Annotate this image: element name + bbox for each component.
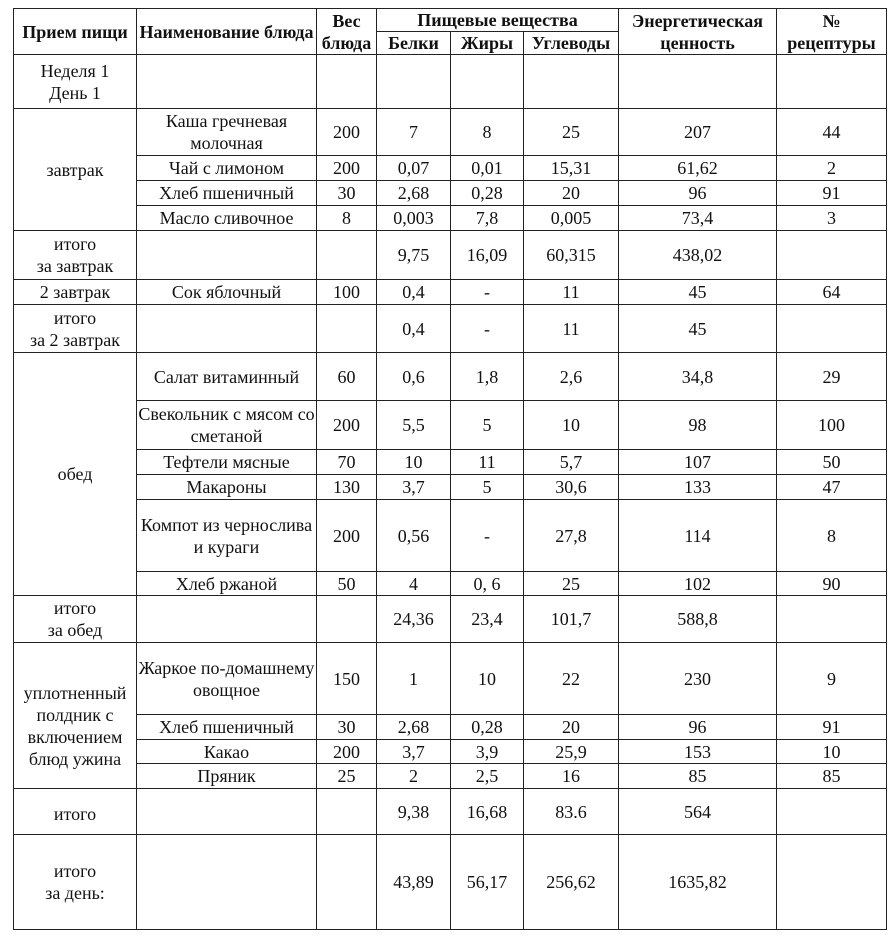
dish-name: Компот из чернослива и кураги [137, 500, 317, 572]
total-proteins: 0,4 [377, 305, 451, 353]
day-total-proteins: 43,89 [377, 835, 451, 930]
dish-name: Пряник [137, 764, 317, 789]
dish-recipe: 47 [777, 475, 887, 500]
dish-fats: 0,28 [451, 181, 524, 206]
header-carbs: Углеводы [524, 32, 619, 55]
day-total-carbs: 256,62 [524, 835, 619, 930]
dish-proteins: 4 [377, 572, 451, 596]
table-row [14, 764, 887, 789]
total-energy: 564 [619, 789, 777, 835]
dish-energy: 45 [619, 280, 777, 305]
dish-carbs: 15,31 [524, 156, 619, 181]
total-carbs: 83.6 [524, 789, 619, 835]
dish-proteins: 2,68 [377, 715, 451, 740]
dish-fats: 0, 6 [451, 572, 524, 596]
dish-name: Сок яблочный [137, 280, 317, 305]
dish-recipe: 3 [777, 206, 887, 231]
header-dish: Наименование блюда [137, 9, 317, 55]
header-weight: Вес блюда [317, 9, 377, 55]
day-total-fats: 56,17 [451, 835, 524, 930]
total-proteins: 24,36 [377, 596, 451, 643]
total-row-snack [14, 789, 887, 835]
dish-carbs: 16 [524, 764, 619, 789]
dish-name: Салат витаминный [137, 353, 317, 401]
dish-recipe: 29 [777, 353, 887, 401]
dish-name: Масло сливочное [137, 206, 317, 231]
total-proteins: 9,75 [377, 231, 451, 280]
dish-proteins: 0,07 [377, 156, 451, 181]
dish-fats: 7,8 [451, 206, 524, 231]
week-day-cell [14, 55, 137, 109]
table-row [14, 353, 887, 401]
dish-fats: - [451, 500, 524, 572]
dish-energy: 133 [619, 475, 777, 500]
dish-weight: 150 [317, 643, 377, 715]
week-day-row [14, 55, 887, 109]
dish-fats: 11 [451, 450, 524, 475]
table-row [14, 181, 887, 206]
dish-proteins: 3,7 [377, 475, 451, 500]
dish-carbs: 11 [524, 280, 619, 305]
dish-proteins: 3,7 [377, 740, 451, 764]
dish-weight: 200 [317, 500, 377, 572]
table-row [14, 740, 887, 764]
table-row [14, 280, 887, 305]
dish-fats: 10 [451, 643, 524, 715]
dish-energy: 85 [619, 764, 777, 789]
table-row [14, 109, 887, 156]
dish-energy: 73,4 [619, 206, 777, 231]
meal-label-lunch: обед [14, 353, 137, 596]
dish-recipe: 9 [777, 643, 887, 715]
dish-energy: 61,62 [619, 156, 777, 181]
total-label: итого за завтрак [14, 231, 137, 280]
dish-proteins: 0,56 [377, 500, 451, 572]
dish-recipe: 90 [777, 572, 887, 596]
total-label: итого [14, 789, 137, 835]
dish-carbs: 25 [524, 109, 619, 156]
dish-recipe: 64 [777, 280, 887, 305]
total-proteins: 9,38 [377, 789, 451, 835]
table-row [14, 450, 887, 475]
table-row [14, 475, 887, 500]
dish-recipe: 50 [777, 450, 887, 475]
meal-label-snack: уплотненный полдник с включением блюд ужина [14, 643, 137, 789]
day-label: День 1 [49, 82, 101, 103]
total-fats: - [451, 305, 524, 353]
dish-weight: 25 [317, 764, 377, 789]
table-row [14, 572, 887, 596]
dish-name: Какао [137, 740, 317, 764]
dish-recipe: 85 [777, 764, 887, 789]
header-recipe: № рецептуры [777, 9, 887, 55]
dish-fats: 2,5 [451, 764, 524, 789]
dish-name: Тефтели мясные [137, 450, 317, 475]
dish-recipe: 100 [777, 401, 887, 450]
dish-recipe: 91 [777, 181, 887, 206]
dish-fats: 0,01 [451, 156, 524, 181]
dish-name: Свекольник с мясом со сметаной [137, 401, 317, 450]
meal-label-breakfast: завтрак [14, 109, 137, 231]
dish-energy: 102 [619, 572, 777, 596]
dish-proteins: 10 [377, 450, 451, 475]
dish-energy: 107 [619, 450, 777, 475]
header-energy: Энергетическая ценность [619, 9, 777, 55]
total-carbs: 60,315 [524, 231, 619, 280]
dish-fats: 0,28 [451, 715, 524, 740]
dish-proteins: 7 [377, 109, 451, 156]
dish-name: Макароны [137, 475, 317, 500]
dish-fats: 5 [451, 475, 524, 500]
dish-carbs: 5,7 [524, 450, 619, 475]
day-total-label: итого за день: [14, 835, 137, 930]
header-meal: Прием пищи [14, 9, 137, 55]
total-fats: 23,4 [451, 596, 524, 643]
dish-name: Чай с лимоном [137, 156, 317, 181]
dish-proteins: 2,68 [377, 181, 451, 206]
dish-energy: 34,8 [619, 353, 777, 401]
dish-carbs: 10 [524, 401, 619, 450]
week-label: Неделя 1 [40, 60, 110, 81]
dish-name: Хлеб ржаной [137, 572, 317, 596]
total-carbs: 11 [524, 305, 619, 353]
dish-fats: 1,8 [451, 353, 524, 401]
dish-fats: 8 [451, 109, 524, 156]
dish-weight: 200 [317, 401, 377, 450]
dish-energy: 114 [619, 500, 777, 572]
dish-fats: 3,9 [451, 740, 524, 764]
header-nutrients: Пищевые вещества [377, 9, 619, 32]
total-energy: 588,8 [619, 596, 777, 643]
dish-carbs: 25,9 [524, 740, 619, 764]
total-label: итого за обед [14, 596, 137, 643]
menu-table [13, 8, 887, 930]
total-row-lunch [14, 596, 887, 643]
dish-energy: 230 [619, 643, 777, 715]
dish-recipe: 2 [777, 156, 887, 181]
dish-energy: 153 [619, 740, 777, 764]
dish-carbs: 30,6 [524, 475, 619, 500]
dish-weight: 30 [317, 181, 377, 206]
dish-name: Жаркое по-домашнему овощное [137, 643, 317, 715]
dish-fats: - [451, 280, 524, 305]
dish-energy: 98 [619, 401, 777, 450]
dish-weight: 70 [317, 450, 377, 475]
dish-weight: 130 [317, 475, 377, 500]
dish-recipe: 44 [777, 109, 887, 156]
meal-label-second-breakfast: 2 завтрак [14, 280, 137, 305]
dish-proteins: 0,4 [377, 280, 451, 305]
dish-fats: 5 [451, 401, 524, 450]
dish-weight: 200 [317, 156, 377, 181]
total-row-breakfast [14, 231, 887, 280]
day-total-energy: 1635,82 [619, 835, 777, 930]
dish-carbs: 27,8 [524, 500, 619, 572]
dish-recipe: 8 [777, 500, 887, 572]
total-row-day [14, 835, 887, 930]
dish-name: Каша гречневая молочная [137, 109, 317, 156]
dish-carbs: 2,6 [524, 353, 619, 401]
dish-weight: 200 [317, 109, 377, 156]
dish-weight: 60 [317, 353, 377, 401]
total-label: итого за 2 завтрак [14, 305, 137, 353]
dish-recipe: 91 [777, 715, 887, 740]
dish-name: Хлеб пшеничный [137, 181, 317, 206]
table-row [14, 715, 887, 740]
dish-carbs: 25 [524, 572, 619, 596]
dish-weight: 200 [317, 740, 377, 764]
header-proteins: Белки [377, 32, 451, 55]
dish-carbs: 20 [524, 715, 619, 740]
total-row-second-breakfast [14, 305, 887, 353]
dish-carbs: 22 [524, 643, 619, 715]
dish-proteins: 0,003 [377, 206, 451, 231]
dish-weight: 8 [317, 206, 377, 231]
dish-name: Хлеб пшеничный [137, 715, 317, 740]
dish-recipe: 10 [777, 740, 887, 764]
dish-weight: 50 [317, 572, 377, 596]
table-row [14, 500, 887, 572]
dish-energy: 207 [619, 109, 777, 156]
total-fats: 16,09 [451, 231, 524, 280]
table-row [14, 401, 887, 450]
dish-energy: 96 [619, 715, 777, 740]
dish-energy: 96 [619, 181, 777, 206]
header-row [14, 9, 887, 32]
dish-proteins: 0,6 [377, 353, 451, 401]
dish-proteins: 5,5 [377, 401, 451, 450]
dish-weight: 100 [317, 280, 377, 305]
table-row [14, 643, 887, 715]
total-energy: 45 [619, 305, 777, 353]
dish-weight: 30 [317, 715, 377, 740]
total-fats: 16,68 [451, 789, 524, 835]
dish-carbs: 20 [524, 181, 619, 206]
dish-carbs: 0,005 [524, 206, 619, 231]
total-carbs: 101,7 [524, 596, 619, 643]
dish-proteins: 1 [377, 643, 451, 715]
table-row [14, 156, 887, 181]
total-energy: 438,02 [619, 231, 777, 280]
header-fats: Жиры [451, 32, 524, 55]
dish-proteins: 2 [377, 764, 451, 789]
table-row [14, 206, 887, 231]
